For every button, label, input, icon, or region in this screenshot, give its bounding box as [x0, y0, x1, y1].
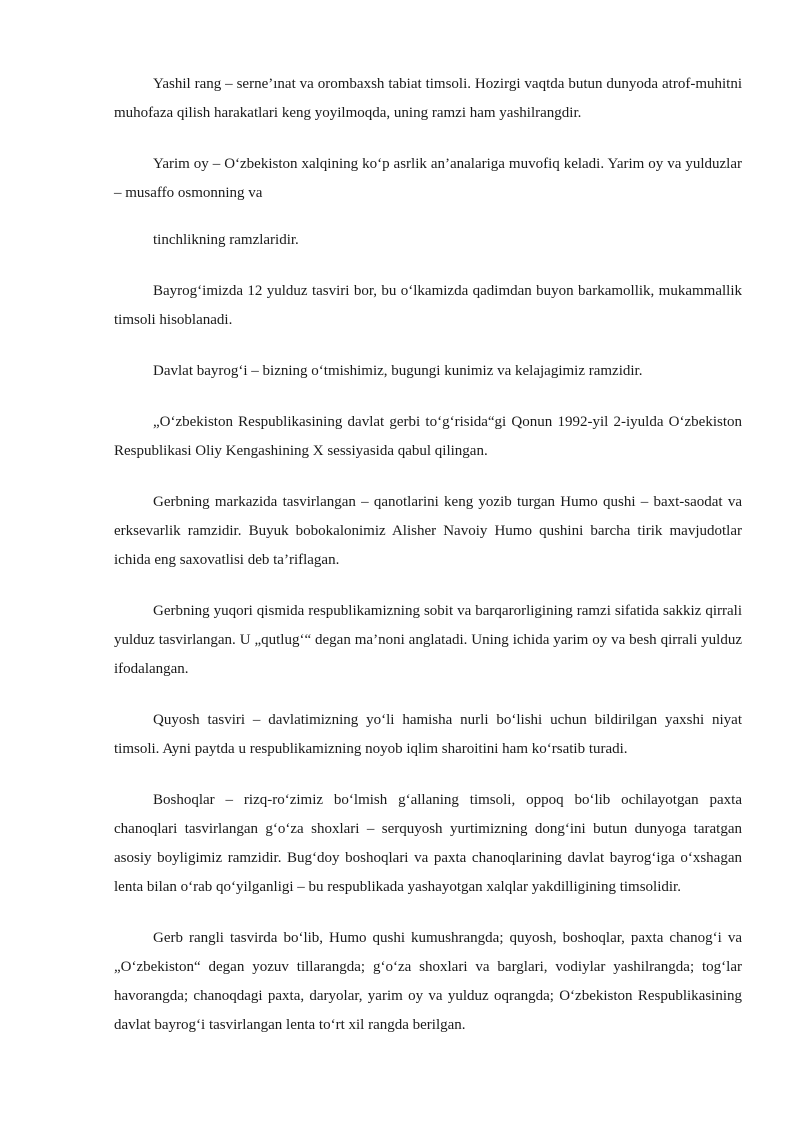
paragraph-twelve-stars: Bayrog‘imizda 12 yulduz tasviri bor, bu o‘lkamizda qadimdan buyon barkamollik, mukammallik timsoli hisoblanadi. — [114, 283, 742, 328]
paragraph-crescent: Yarim oy – O‘zbekiston xalqining ko‘p asrlik an’analariga muvofiq keladi. Yarim oy va yulduzlar – musaffo osmonning va — [114, 156, 742, 201]
paragraph-peace-symbols: tinchlikning ramzlaridir. — [153, 232, 299, 248]
paragraph-humo-bird: Gerbning markazida tasvirlangan – qanotlarini keng yozib turgan Humo qushi – baxt-saodat va erksevarlik ramzidir. Buyuk bobokalonimiz Alisher Navoiy Humo qushini barcha tirik mavjudotlar ichida eng saxovatlisi deb ta’riflagan. — [114, 494, 742, 568]
paragraph-eight-pointed-star: Gerbning yuqori qismida respublikamizning sobit va barqarorligining ramzi sifatida sakkiz qirrali yulduz tasvirlangan. U „qutlug‘“ degan ma’noni anglatadi. Uning ichida yarim oy va besh qirrali yulduz ifodalangan. — [114, 603, 742, 677]
paragraph-coat-of-arms-law: „O‘zbekiston Respublikasining davlat gerbi to‘g‘risida“gi Qonun 1992-yil 2-iyulda O‘zbekiston Respublikasi Oliy Kengashining X sessiyasida qabul qilingan. — [114, 414, 742, 459]
paragraph-flag-symbol: Davlat bayrog‘i – bizning o‘tmishimiz, bugungi kunimiz va kelajagimiz ramzidir. — [153, 363, 643, 379]
document-page — [114, 70, 742, 1062]
paragraph-sun-image: Quyosh tasviri – davlatimizning yo‘li hamisha nurli bo‘lishi uchun bildirilgan yaxshi niyat timsoli. Ayni paytda u respublikamizning noyob iqlim sharoitini ham ko‘rsatib turadi. — [114, 712, 742, 757]
paragraph-wheat-and-cotton: Boshoqlar – rizq-ro‘zimiz bo‘lmish g‘allaning timsoli, oppoq bo‘lib ochilayotgan paxta chanoqlari tasvirlangan g‘o‘za shoxlari – serquyosh yurtimizning dong‘ini butun dunyoga taratgan asosiy boyligimiz ramzidir. Bug‘doy boshoqlari va paxta chanoqlarining davlat bayrog‘iga o‘xshagan lenta bilan o‘rab qo‘yilganligi – bu respublikada yashayotgan xalqlar yakdilligining timsolidir. — [114, 792, 742, 895]
paragraph-coat-of-arms-colors: Gerb rangli tasvirda bo‘lib, Humo qushi kumushrangda; quyosh, boshoqlar, paxta chanog‘i va „O‘zbekiston“ degan yozuv tillarangda; g‘o‘za shoxlari va barglari, vodiylar yashilrangda; tog‘lar havorangda; chanoqdagi paxta, daryolar, yarim oy va yulduz oqrangda; O‘zbekiston Respublikasining davlat bayrog‘i tasvirlangan lenta to‘rt xil rangda berilgan. — [114, 930, 742, 1033]
paragraph-green-color: Yashil rang – serne’ınat va orombaxsh tabiat timsoli. Hozirgi vaqtda butun dunyoda atrof-muhitni muhofaza qilish harakatlari keng yoyilmoqda, uning ramzi ham yashilrangdir. — [114, 76, 742, 121]
